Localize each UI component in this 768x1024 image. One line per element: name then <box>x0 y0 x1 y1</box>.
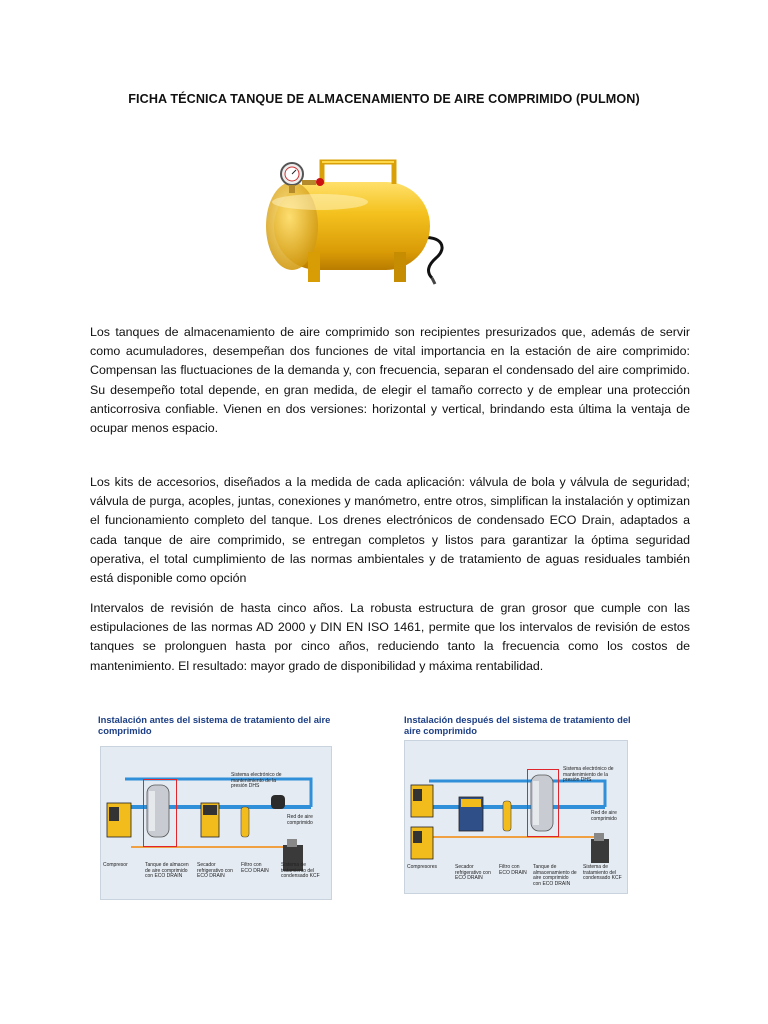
tank-highlight-frame <box>527 769 559 837</box>
label-electronic: Sistema electrónico de mantenimiento de la presión DHS <box>563 766 614 784</box>
paragraph-intervals: Intervalos de revisión de hasta cinco años. La robusta estructura de gran grosor que cumple con las estipulaciones de las normas AD 2000 y DIN EN ISO 1461, permite que los intervalos de revisión de estos tanques se prolonguen hasta por cinco años, reduciendo tanto la frecuencia como los costos de mantenimiento. El resultado: mayor grado de disponibilidad y máxima rentabilidad. <box>90 601 690 673</box>
label-filter: Filtro con ECO DRAIN <box>499 864 527 876</box>
label-condensate: Sistema de tratamiento del condensado KCF <box>281 862 320 880</box>
label-compressor: Compresores <box>407 864 438 870</box>
tank-highlight-frame <box>143 779 177 847</box>
label-electronic: Sistema electrónico de mantenimiento de la presión DHS <box>231 772 282 790</box>
label-tank: Tanque de almacen de aire comprimido con ECO DRAIN <box>145 862 189 880</box>
label-network: Red de aire comprimido <box>591 810 617 822</box>
air-tank-image <box>252 140 462 300</box>
diagram-before-treatment <box>96 712 336 902</box>
label-tank: Tanque de almacenamiento de aire comprimido con ECO DRAIN <box>533 864 577 887</box>
diagram-after-treatment <box>402 712 630 896</box>
diagram-before-canvas <box>100 746 332 900</box>
label-network: Red de aire comprimido <box>287 814 313 826</box>
paragraph-intro: Los tanques de almacenamiento de aire comprimido son recipientes presurizados que, además de servir como acumuladores, desempeñan dos funciones de vital importancia en la estación de aire comprimido: Compensan las fluctuaciones de la demanda y, con frecuencia, separan el condensado del aire comprimido. Su desempeño total depende, en gran medida, de elegir el tamaño correcto y de emplear una protección anticorrosiva confiable. Vienen en dos versiones: horizontal y vertical, brindando esta última la ventaja de ocupar menos espacio. <box>90 325 690 436</box>
label-compressor: Compresor <box>103 862 128 868</box>
paragraph-accessories: Los kits de accesorios, diseñados a la medida de cada aplicación: válvula de bola y válvula de seguridad; válvula de purga, acoples, juntas, conexiones y manómetro, entre otros, simplifican la instalación y optimizan el funcionamiento completo del tanque. Los drenes electrónicos de condensado ECO Drain, adaptados a cada tanque de aire comprimido, se entregan completos y listos para garantizar la óptima seguridad operativa, el total cumplimiento de las normas ambientales y de tratamiento de aguas residuales también está disponible como opción <box>90 475 690 586</box>
label-filter: Filtro con ECO DRAIN <box>241 862 269 874</box>
label-dryer: Secador refrigerativo con ECO DRAIN <box>455 864 491 882</box>
diagram-after-title: Instalación después del sistema de tratamiento del aire comprimido <box>404 714 631 736</box>
diagram-after-canvas <box>404 740 628 894</box>
document-title: FICHA TÉCNICA TANQUE DE ALMACENAMIENTO DE AIRE COMPRIMIDO (PULMON) <box>128 92 640 106</box>
label-condensate: Sistema de tratamiento del condensado KCF <box>583 864 622 882</box>
label-dryer: Secador refrigerativo con ECO DRAIN <box>197 862 233 880</box>
diagram-before-title: Instalación antes del sistema de tratamiento del aire comprimido <box>98 714 331 736</box>
